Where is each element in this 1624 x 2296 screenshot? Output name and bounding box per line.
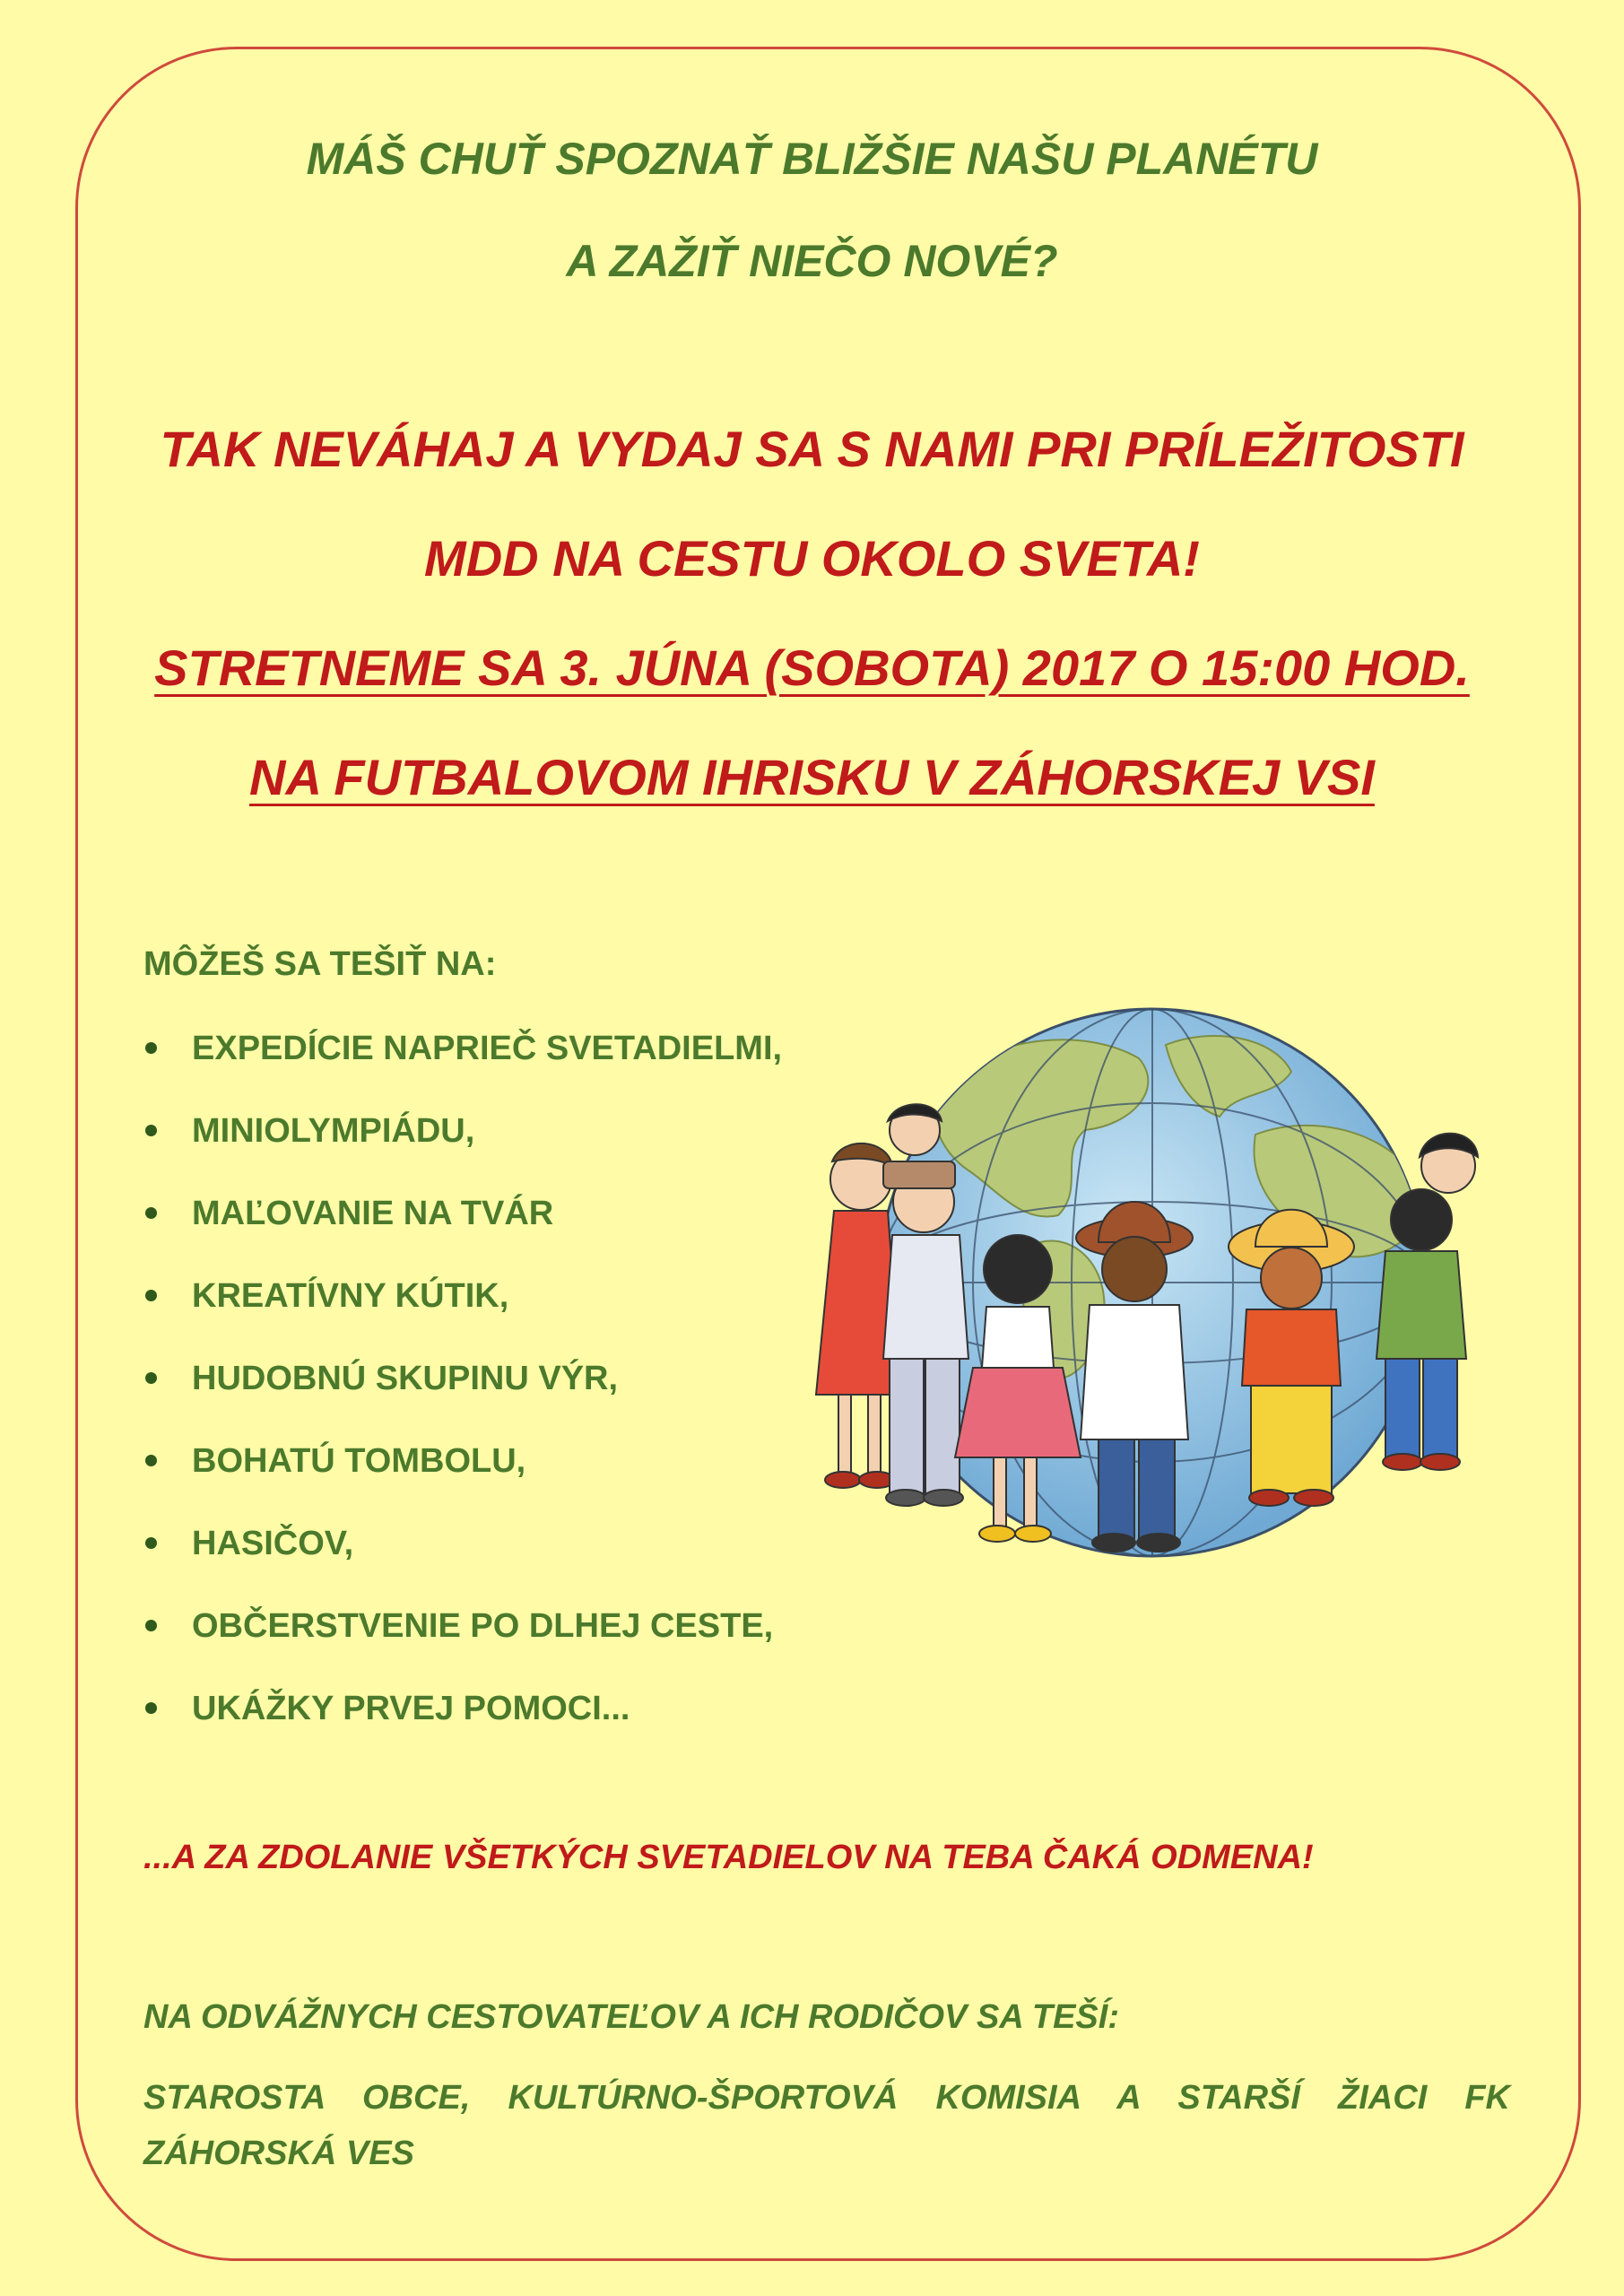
invite-line-2: MDD NA CESTU OKOLO SVETA!	[424, 530, 1200, 587]
bullet-icon	[145, 1290, 157, 1301]
reward-text: ...A ZA ZDOLANIE VŠETKÝCH SVETADIELOV NA TEBA ČAKÁ ODMENA!	[143, 1839, 1314, 1876]
header-line-2: A ZAŽIŤ NIEČO NOVÉ?	[566, 236, 1058, 286]
bullet-icon	[145, 1042, 157, 1054]
bullet-icon	[145, 1455, 157, 1466]
list-item: HUDOBNÚ SKUPINU VÝR,	[143, 1352, 782, 1435]
header-line-1: MÁŠ CHUŤ SPOZNAŤ BLIŽŠIE NAŠU PLANÉTU	[306, 134, 1318, 184]
bullet-icon	[145, 1702, 157, 1714]
list-item: BOHATÚ TOMBOLU,	[143, 1435, 782, 1518]
signature-line-2: ZÁHORSKÁ VES	[143, 2135, 414, 2172]
event-location: NA FUTBALOVOM IHRISKU V ZÁHORSKEJ VSI	[249, 749, 1375, 805]
globe-with-children-icon	[789, 973, 1507, 1592]
program-heading: MÔŽEŠ SA TEŠIŤ NA:	[143, 945, 497, 983]
event-date: STRETNEME SA 3. JÚNA (SOBOTA) 2017 O 15:00 HOD.	[154, 639, 1470, 696]
bullet-icon	[145, 1537, 157, 1549]
list-item: MINIOLYMPIÁDU,	[143, 1105, 782, 1187]
program-list	[143, 1022, 782, 1765]
signature-line-1: STAROSTA OBCE, KULTÚRNO-ŠPORTOVÁ KOMISIA A STARŠÍ ŽIACI FK	[143, 2079, 1510, 2117]
list-item: EXPEDÍCIE NAPRIEČ SVETADIELMI,	[143, 1022, 782, 1105]
bullet-icon	[145, 1372, 157, 1384]
bullet-icon	[145, 1125, 157, 1136]
list-item: HASIČOV,	[143, 1518, 782, 1600]
bullet-icon	[145, 1207, 157, 1219]
list-item: OBČERSTVENIE PO DLHEJ CESTE,	[143, 1600, 782, 1683]
list-item: KREATÍVNY KÚTIK,	[143, 1270, 782, 1352]
invite-line-1: TAK NEVÁHAJ A VYDAJ SA S NAMI PRI PRÍLEŽITOSTI	[160, 421, 1464, 477]
list-item: MAĽOVANIE NA TVÁR	[143, 1187, 782, 1270]
closing-greeting: NA ODVÁŽNYCH CESTOVATEĽOV A ICH RODIČOV SA TEŠÍ:	[143, 1998, 1119, 2036]
bullet-icon	[145, 1620, 157, 1631]
list-item: UKÁŽKY PRVEJ POMOCI...	[143, 1683, 782, 1765]
